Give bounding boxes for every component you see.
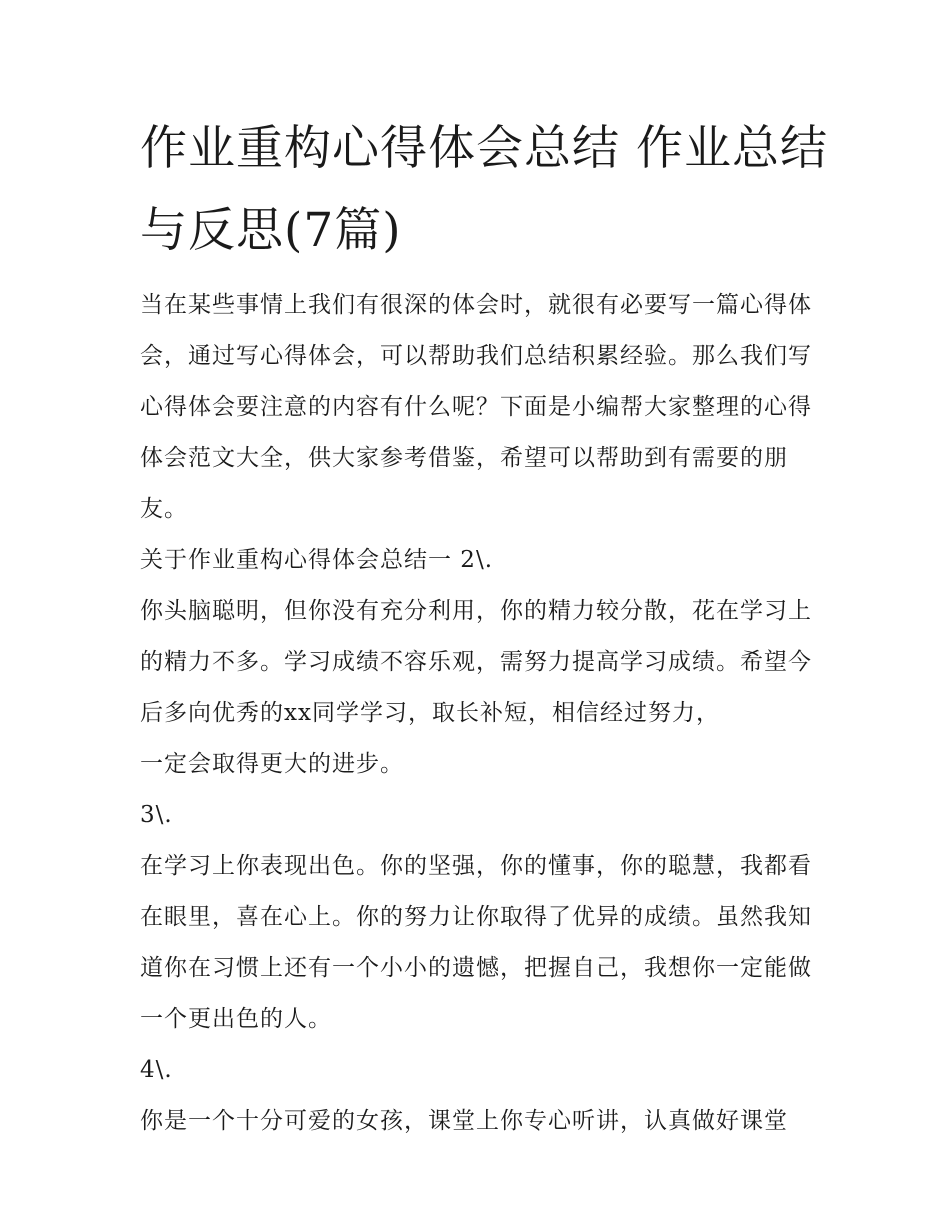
document-title: 作业重构心得体会总结 作业总结与反思(7篇) (140, 121, 828, 258)
intro-paragraph: 当在某些事情上我们有很深的体会时，就很有必要写一篇心得体会，通过写心得体会，可以帮助我们总结积累经验。那么我们写心得体会要注意的内容有什么呢？下面是小编帮大家整理的心得体会范文大全，供大家参考借鉴，希望可以帮助到有需要的朋友。 (140, 292, 812, 522)
comment-paragraph-3: 在学习上你表现出色。你的坚强，你的懂事，你的聪慧，我都看在眼里，喜在心上。你的努力让你取得了优异的成绩。虽然我知道你在习惯上还有一个小小的遗憾，把握自己，我想你一定能做一个更出色的人。 (140, 853, 812, 1032)
comment-paragraph-2: 你头脑聪明，但你没有充分利用，你的精力较分散，花在学习上的精力不多。学习成绩不容乐观，需努力提高学习成绩。希望今后多向优秀的xx同学学习，取长补短，相信经过努力， (140, 598, 812, 726)
item-number-4: 4\. (140, 1057, 173, 1083)
comment-paragraph-2-continued: 一定会取得更大的进步。 (140, 751, 404, 777)
comment-paragraph-4: 你是一个十分可爱的女孩，课堂上你专心听讲，认真做好课堂 (140, 1108, 788, 1134)
item-number-3: 3\. (140, 802, 173, 828)
document-page (140, 108, 830, 1147)
section-heading-1: 关于作业重构心得体会总结一 2\. (140, 547, 494, 573)
